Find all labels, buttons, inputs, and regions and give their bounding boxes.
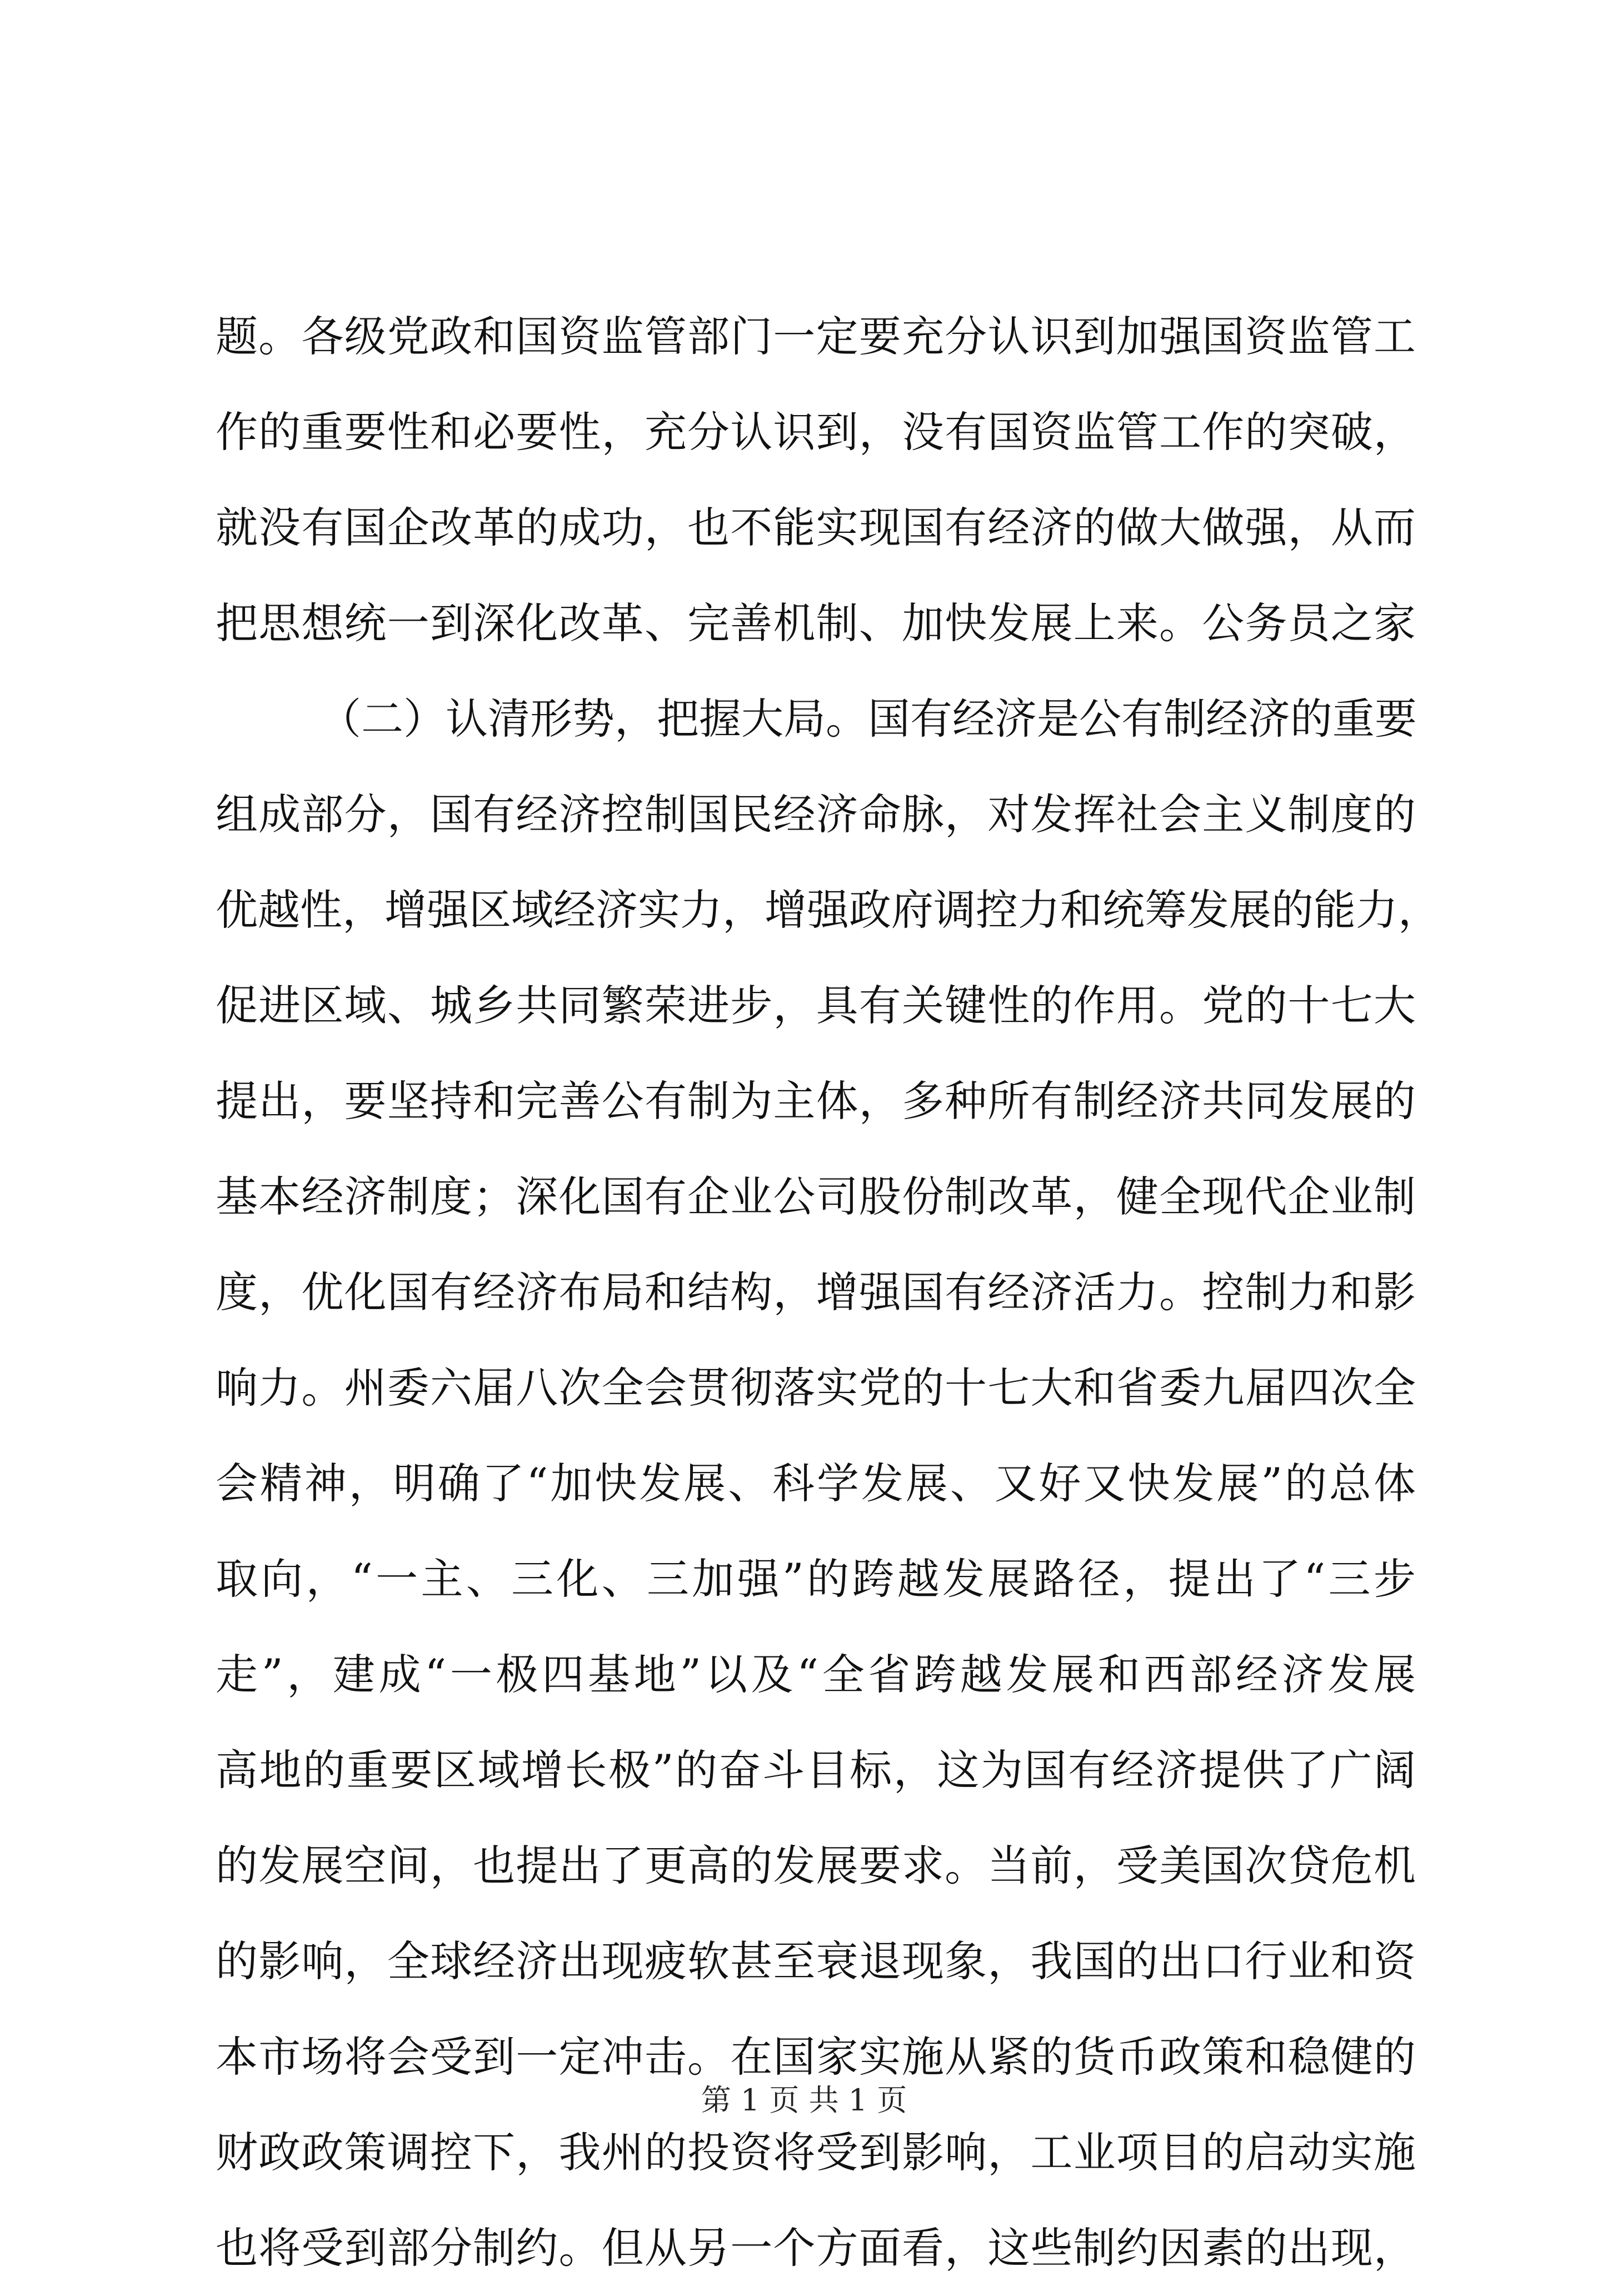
text-line: 财政政策调控下，我州的投资将受到影响，工业项目的启动实施 [216,2128,1416,2177]
text-line: 基本经济制度；深化国有企业公司股份制改革，健全现代企业制 [216,1172,1416,1221]
text-line: 响力。州委六届八次全会贯彻落实党的十七大和省委九届四次全 [216,1363,1416,1412]
text-line: 度，优化国有经济布局和结构，增强国有经济活力。控制力和影 [216,1267,1416,1317]
text-line: 题。各级党政和国资监管部门一定要充分认识到加强国资监管工 [216,312,1416,361]
text-line: 高地的重要区域增长极”的奋斗目标，这为国有经济提供了广阔 [216,1745,1416,1795]
text-line: 会精神，明确了“加快发展、科学发展、又好又快发展”的总体 [216,1459,1416,1508]
text-line: 的发展空间，也提出了更高的发展要求。当前，受美国次贷危机 [216,1841,1416,1890]
page-footer [0,2078,1608,2123]
text-line: 也将受到部分制约。但从另一个方面看，这些制约因素的出现， [216,2223,1416,2273]
text-line: 作的重要性和必要性，充分认识到，没有国资监管工作的突破， [216,407,1416,457]
text-line: 走”，建成“一极四基地”以及“全省跨越发展和西部经济发展 [216,1650,1416,1699]
text-line: 就没有国企改革的成功，也不能实现国有经济的做大做强，从而 [216,503,1416,552]
text-line: 的影响，全球经济出现疲软甚至衰退现象，我国的出口行业和资 [216,1936,1416,1986]
document-body [216,289,1440,2296]
page-number-label: 第 1 页 共 1 页 [701,2083,907,2118]
text-line: 组成部分，国有经济控制国民经济命脉，对发挥社会主义制度的 [216,790,1416,839]
text-line: 取向，“一主、三化、三加强”的跨越发展路径，提出了“三步 [216,1554,1416,1604]
text-line: 把思想统一到深化改革、完善机制、加快发展上来。公务员之家 [216,598,1416,648]
section-heading-line: （二）认清形势，把握大局。国有经济是公有制经济的重要 [319,694,1417,743]
text-line: 优越性，增强区域经济实力，增强政府调控力和统筹发展的能力， [216,885,1440,935]
text-line: 提出，要坚持和完善公有制为主体，多种所有制经济共同发展的 [216,1076,1416,1126]
text-line: 本市场将会受到一定冲击。在国家实施从紧的货币政策和稳健的 [216,2032,1416,2082]
text-line: 促进区域、城乡共同繁荣进步，具有关键性的作用。党的十七大 [216,981,1416,1030]
